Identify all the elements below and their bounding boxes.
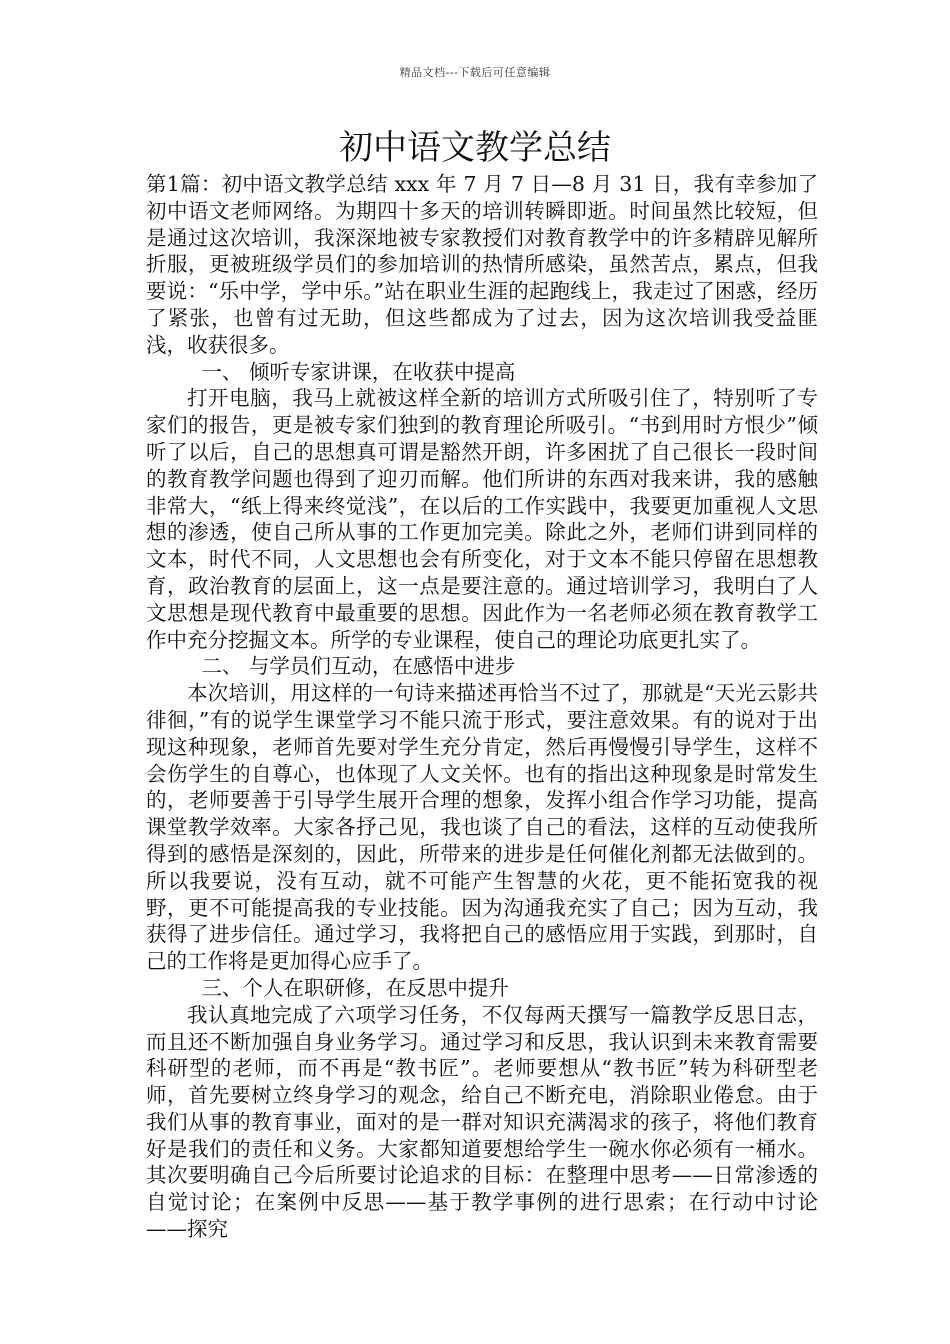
intro-paragraph: 第1篇：初中语文教学总结 xxx 年 7 月 7 日—8 月 31 日，我有幸参加了初中语文老师网络。为期四十多天的培训转瞬即逝。时间虽然比较短，但是通过这次培训，我深深地被专家教授们对教育教学中的许多精辟见解所折服，更被班级学员们的参加培训的热情所感染，虽然苦点，累点，但我要说：“乐中学，学中乐。”站在职业生涯的起跑线上，我走过了困惑，经历了紧张，也曾有过无助，但这些都成为了过去，因为这次培训我受益匪浅，收获很多。 [146,172,818,357]
document-title: 初中语文教学总结 [339,128,611,168]
section-paragraph-2: 本次培训，用这样的一句诗来描述再恰当不过了，那就是“天光云影共徘徊，”有的说学生课堂学习不能只流于形式，要注意效果。有的说对于出现这种现象，老师首先要对学生充分肯定，然后再慢慢引导学生，这样不会伤学生的自尊心，也体现了人文关怀。也有的指出这种现象是时常发生的，老师要善于引导学生展开合理的想象，发挥小组合作学习功能，提高课堂教学效率。大家各抒己见，我也谈了自己的看法，这样的互动使我所得到的感悟是深刻的，因此，所带来的进步是任何催化剂都无法做到的。所以我要说，没有互动，就不可能产生智慧的火花，更不能拓宽我的视野，更不可能提高我的专业技能。因为沟通我充实了自己；因为互动，我获得了进步信任。通过学习，我将把自己的感悟应用于实践，到那时，自己的工作将是更加得心应手了。 [146,681,818,974]
section-heading-3: 三、个人在职研修，在反思中提升 [201,975,509,1000]
section-heading-2: 二、 与学员们互动，在感悟中进步 [201,654,516,679]
section-paragraph-3: 我认真地完成了六项学习任务，不仅每两天撰写一篇教学反思日志，而且还不断加强自身业务学习。通过学习和反思，我认识到未来教育需要科研型的老师，而不再是“教书匠”。老师要想从“教书匠”转为科研型老师，首先要树立终身学习的观念，给自己不断充电，消除职业倦怠。由于我们从事的教育事业，面对的是一群对知识充满渴求的孩子，将他们教育好是我们的责任和义务。大家都知道要想给学生一碗水你必须有一桶水。其次要明确自己今后所要讨论追求的目标：在整理中思考——日常渗透的自觉讨论；在案例中反思——基于教学事例的进行思索；在行动中讨论——探究 [146,1002,818,1242]
section-heading-1: 一、 倾听专家讲课，在收获中提高 [201,359,516,384]
section-paragraph-1: 打开电脑，我马上就被这样全新的培训方式所吸引住了，特别听了专家们的报告，更是被专家们独到的教育理论所吸引。“书到用时方恨少”倾听了以后，自己的思想真可谓是豁然开朗，许多困扰了自己很长一段时间的教育教学问题也得到了迎刃而解。他们所讲的东西对我来讲，我的感触非常大，“纸上得来终觉浅”，在以后的工作实践中，我要更加重视人文思想的渗透，使自己所从事的工作更加完美。除此之外，老师们讲到同样的文本，时代不同，人文思想也会有所变化，对于文本不能只停留在思想教育，政治教育的层面上，这一点是要注意的。通过培训学习，我明白了人文思想是现代教育中最重要的思想。因此作为一名老师必须在教育教学工作中充分挖掘文本。所学的专业课程，使自己的理论功底更扎实了。 [146,386,818,652]
document-body [146,171,818,1243]
header-note: 精品文档---下载后可任意编辑 [399,66,551,79]
